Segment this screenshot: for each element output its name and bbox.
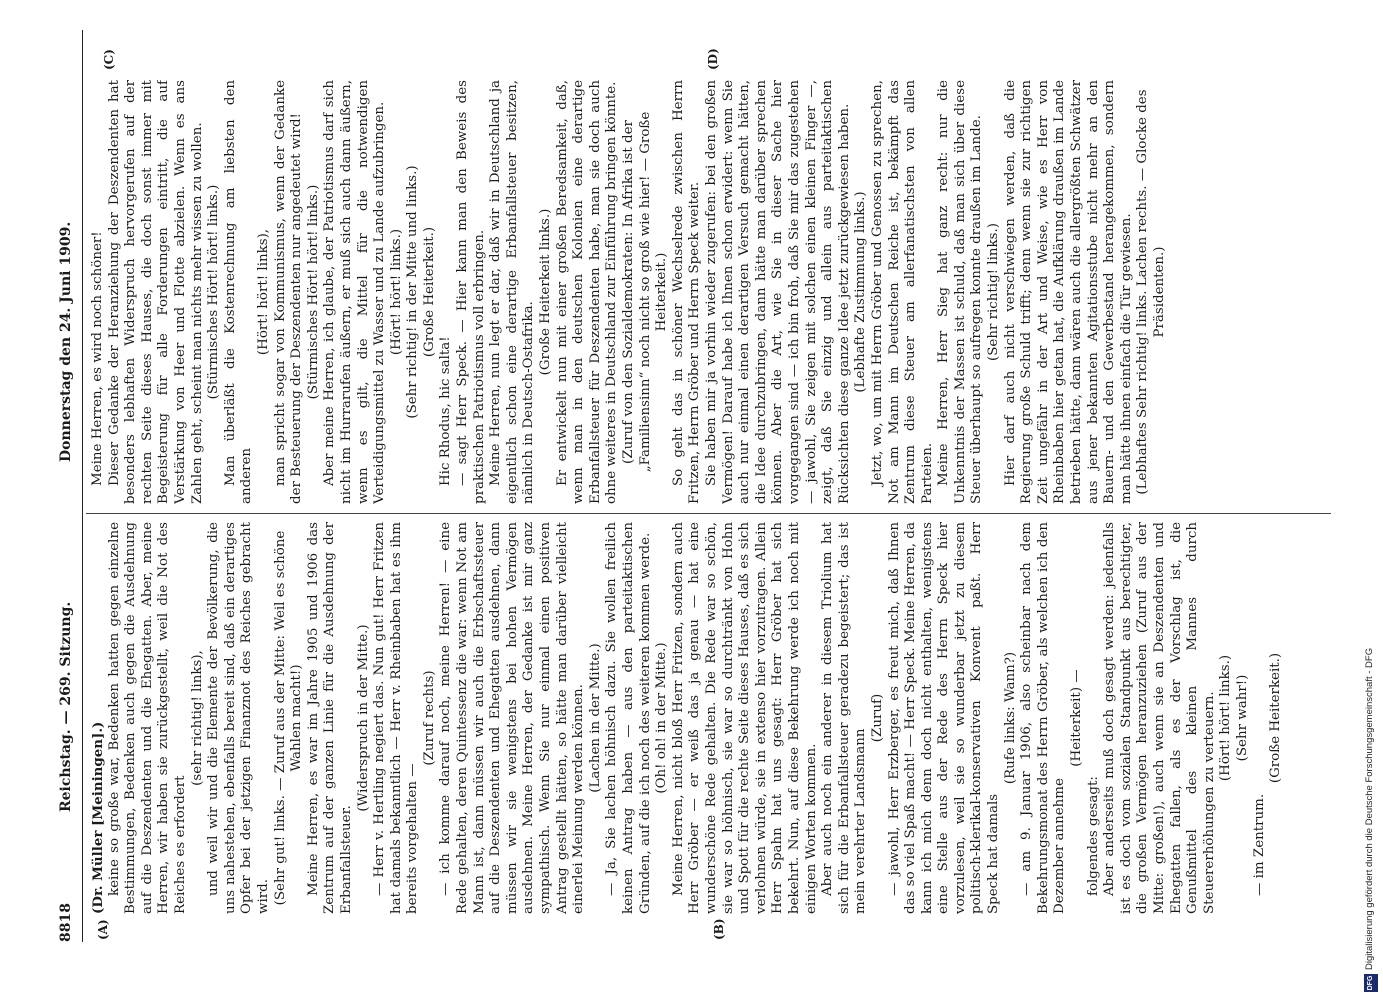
interjection: (Widerspruch in der Mitte.) <box>355 624 371 812</box>
page-number: 8818 <box>58 903 74 942</box>
paragraph: Hier darf auch nicht verschwiegen werden, daß die Regierung große Schuld trifft; denn wenn sie zur richtigen Zeit ungefähr in der Art und Weise, wie es Herr von Rheinbaben hier getan hat, die Aufklärung draußen im Lande betrieben hätte, dann wären auch die allergrößten Schwätzer aus jener bekannten Agitationsstube nicht mehr an den Bauern- und den Gewerbestand herangekommen, sondern man hätte ihnen einfach die Tür gewiesen. <box>1002 80 1134 504</box>
paragraph: — im Zentrum. <box>1251 793 1267 896</box>
interjection: (Zuruf) <box>869 693 885 743</box>
interjection: (Sehr richtig! links.) <box>986 223 1002 361</box>
paragraph: Aber meine Herren, ich glaube, der Patriotismus darf sich nicht im Hurrarufen äußern, er muß sich auch dann äußern, wenn es gilt, die Mittel für die notwendigen Verteidigungsmittel zu Wasser und zu Lande aufzubringen. <box>322 80 388 504</box>
paragraph: Meine Herren, nun legt er dar, daß wir in Deutschland ja eigentlich schon eine derartige Erbanfallsteuer besitzen, nämlich in Deutsch-Ostafrika. <box>488 80 537 504</box>
paragraph: Meine Herren, es wird noch schöner! <box>90 231 105 486</box>
interjection: (Hört! hört! links.) <box>1218 654 1234 782</box>
paragraph: folgendes gesagt: <box>1085 776 1101 896</box>
interjection: (Große Heiterkeit.) <box>421 226 437 358</box>
paragraph: — jawohl, Herr Erzberger, es freut mich, daß Ihnen das so viel Spaß macht! — Herr Speck. Meine Herren, da kann ich mich denn doch nicht enthalten, wenigstens eine Stelle aus der Rede des Herrn Speck hier vorzulesen, weil sie so wunderbar jetzt zu diesem politisch-klerikal-konservativen Konvent paßt. Herr Speck hat damals <box>886 522 1002 914</box>
right-text-column <box>90 80 1330 504</box>
paragraph: Jetzt, wo, um mit Herrn Gröber und Genossen zu sprechen, Not am Mann im Deutschen Reiche ist, bekämpft das Zentrum diese Steuer am allerfanatischsten von allen Parteien. <box>869 80 935 504</box>
interjection: (Zuruf rechts) <box>421 670 437 766</box>
interjection: (Stürmisches Hört! hört! links.) <box>206 184 222 400</box>
paragraph: — sagt Herr Speck. — Hier kann man den Beweis des praktischen Patriotismus voll erbringen. <box>455 80 487 504</box>
paragraph: — am 9. Januar 1906, also scheinbar nach dem Bekehrungsmonat des Herrn Gröber, als welchen ich den Dezember annehme <box>1019 522 1068 914</box>
paragraph: Aber auch noch ein anderer in diesem Triolium hat sich für die Erbanfallsteuer geradezu begeistert; das ist mein verehrter Landsmann <box>820 522 869 914</box>
paragraph: — ich komme darauf noch, meine Herren! — eine Rede gehalten, deren Quintessenz die war: wenn Not am Mann ist, dann müssen wir auch die Erbschaftssteuer auf die Deszendenten und Ehegatten ausdehnen, dann müssen wir sie wenigstens bei hohen Vermögen ausdehnen. Meine Herren, der Gedanke ist mir ganz sympathisch. Wenn Sie nur einmal einen positiven Antrag gestellt hätten, so hätte man darüber vielleicht einerlei Meinung werden können. <box>438 522 587 914</box>
paragraph: Meine Herren, es war im Jahre 1905 und 1906 das Zentrum auf der ganzen Linie für die Ausdehnung der Erbanfallsteuer. <box>305 522 354 914</box>
dfg-logo: DFG <box>1364 974 1378 992</box>
margin-mark-c: (C) <box>102 49 116 70</box>
session-title: Reichstag. — 269. Sitzung. <box>58 601 74 812</box>
paragraph: Aber anderseits muß doch gesagt werden: jedenfalls ist es doch vom sozialen Standpunkt aus berechtigter, die großen Vermögen heranzuziehen (Zuruf aus der Mitte: großen!), auch wenn sie an Deszendenten und Ehegatten fallen, als es der Vorschlag ist, die Genußmittel des kleinen Mannes durch Steuererhöhungen zu verteuern. <box>1102 522 1217 914</box>
page-header <box>58 30 80 942</box>
interjection: (Sehr gut! links. — Zuruf aus der Mitte: Weil es schöne Wahlen macht!) <box>272 530 305 906</box>
margin-mark-a: (A) <box>96 919 110 940</box>
interjection: (Große Heiterkeit.) <box>1268 652 1284 784</box>
paragraph: Er entwickelt nun mit einer großen Beredsamkeit, daß, wenn man in den deutschen Kolonien eine derartige Erbanfallsteuer für Deszendenten habe, man sie doch auch ohne weiteres in Deutschland zur Einführung bringen könnte. <box>554 80 620 504</box>
speaker-label: (Dr. Müller [Meiningen].) <box>90 721 106 914</box>
paragraph: man spricht sogar von Kommunismus, wenn der Gedanke der Besteuerung der Deszendenten nur angedeutet wird! <box>272 80 305 504</box>
interjection: (Große Heiterkeit links.) <box>538 208 554 376</box>
margin-mark-d: (D) <box>706 48 720 70</box>
paragraph: und weil wir und die Elemente der Bevölkerung, die uns nahestehen, ebenfalls bereit sind, daß ein derartiges Opfer bei der jetzigen Finanznot des Reiches gebracht wird. <box>206 522 271 914</box>
margin-mark-b: (B) <box>712 918 726 940</box>
column-rule <box>86 513 1331 514</box>
interjection: (Sehr richtig! in der Mitte und links.) <box>405 165 421 419</box>
session-date: Donnerstag den 24. Juni 1909. <box>58 221 74 462</box>
paragraph: Dieser Gedanke der Heranziehung der Deszendenten hat besonders lebhaften Widerspruch hervorgerufen auf der rechten Seite dieses Hauses, die doch sonst immer mit Begeisterung für alle Forderungen eintritt, die auf Verstärkung von Heer und Flotte abzielen. Wenn es ans Zahlen geht, scheint man nichts mehr wissen zu wollen. <box>106 80 205 504</box>
interjection: (Zuruf von den Sozialdemokraten: In Afrika ist der „Familiensinn“ noch nicht so groß wie hier! — Große Heiterkeit.) <box>621 111 670 473</box>
interjection: (Rufe links: Wann?) <box>1002 651 1018 785</box>
paragraph: Meine Herren, Herr Sieg hat ganz recht: nur die Unkenntnis der Massen ist schuld, daß man sich über diese Steuer überhaupt so aufregen konnte draußen im Lande. <box>936 80 985 504</box>
paragraph: Meine Herren, nicht bloß Herr Fritzen, sondern auch Herr Gröber — er weiß das ja genau — hat eine wunderschöne Rede gehalten. Die Rede war so schön, sie war so höhnisch, sie war so durchtränkt von Hohn und Spott für die rechte Seite dieses Hauses, daß es sich verlohnen würde, sie in extenso hier vorzutragen. Allein Herr Spahn hat uns gesagt: Herr Gröber hat sich bekehrt. Nun, auf diese Bekehrung werde ich noch mit einigen Worten kommen. <box>670 522 819 914</box>
interjection: (Oh! oh! in der Mitte.) <box>654 642 670 794</box>
interjection: (sehr richtig! links), <box>189 650 205 786</box>
paragraph: Hic Rhodus, hic salta! <box>438 336 454 486</box>
paragraph: — Herr v. Hertling negiert das. Nun gut! Herr Fritzen hat damals bekanntlich — Herr v. Rheinbaben hat es ihm bereits vorgehalten — <box>372 522 421 914</box>
interjection: (Heiterkeit) — <box>1069 669 1085 767</box>
header-rule <box>82 30 83 942</box>
interjection: (Hört! hört! links.) <box>388 228 404 356</box>
paragraph: Sie haben mir ja vorhin wieder zugerufen: bei den großen Vermögen! Darauf habe ich Ihnen schon erwidert: wenn Sie auch nur einmal einen derartigen Versuch gemacht hätten, die Idee durchzubringen, dann hätte man darüber sprechen können. Aber die Art, wie Sie in dieser Sache hier vorgegangen sind — ich bin froh, daß Sie mir das zugestehen — jawohl, Sie zeigen mit solchen einen kleinen Finger —, zeigt, daß Sie einzig und allein aus parteitaktischen Rücksichten diese ganze Idee jetzt zurückgewiesen haben. <box>703 80 852 504</box>
interjection: (Hört! hört! links), <box>255 228 271 356</box>
interjection: (Stürmisches Hört! hört! links.) <box>305 184 321 400</box>
paragraph: — Ja, Sie lachen höhnisch dazu. Sie wollen freilich keinen Antrag haben — aus den parteitaktischen Gründen, auf die ich noch des weiteren kommen werde. <box>604 522 653 914</box>
interjection: (Lebhaftes Sehr richtig! links. Lachen rechts. — Glocke des Präsidenten.) <box>1135 89 1167 495</box>
left-text-column <box>90 522 1330 914</box>
paragraph: keine so große war, Bedenken hatten gegen einzelne Bestimmungen, Bedenken auch gegen die Ausdehnung auf die Deszendenten und die Ehegatten. Aber, meine Herren, wir haben sie zurückgestellt, weil die Not des Reiches es erfordert <box>106 522 188 914</box>
digitization-credit: Digitalisierung gefördert durch die Deutsche Forschungsgemeinschaft - DFG <box>1364 647 1375 970</box>
paragraph: So geht das in schöner Wechselrede zwischen Herrn Fritzen, Herrn Gröber und Herrn Speck weiter. <box>670 80 703 504</box>
interjection: (Sehr wahr!) <box>1234 674 1250 762</box>
interjection: (Lebhafte Zustimmung links.) <box>853 191 869 393</box>
paragraph: Man überläßt die Kostenrechnung am liebsten den anderen <box>222 80 255 504</box>
interjection: (Lachen in der Mitte.) <box>587 643 603 793</box>
